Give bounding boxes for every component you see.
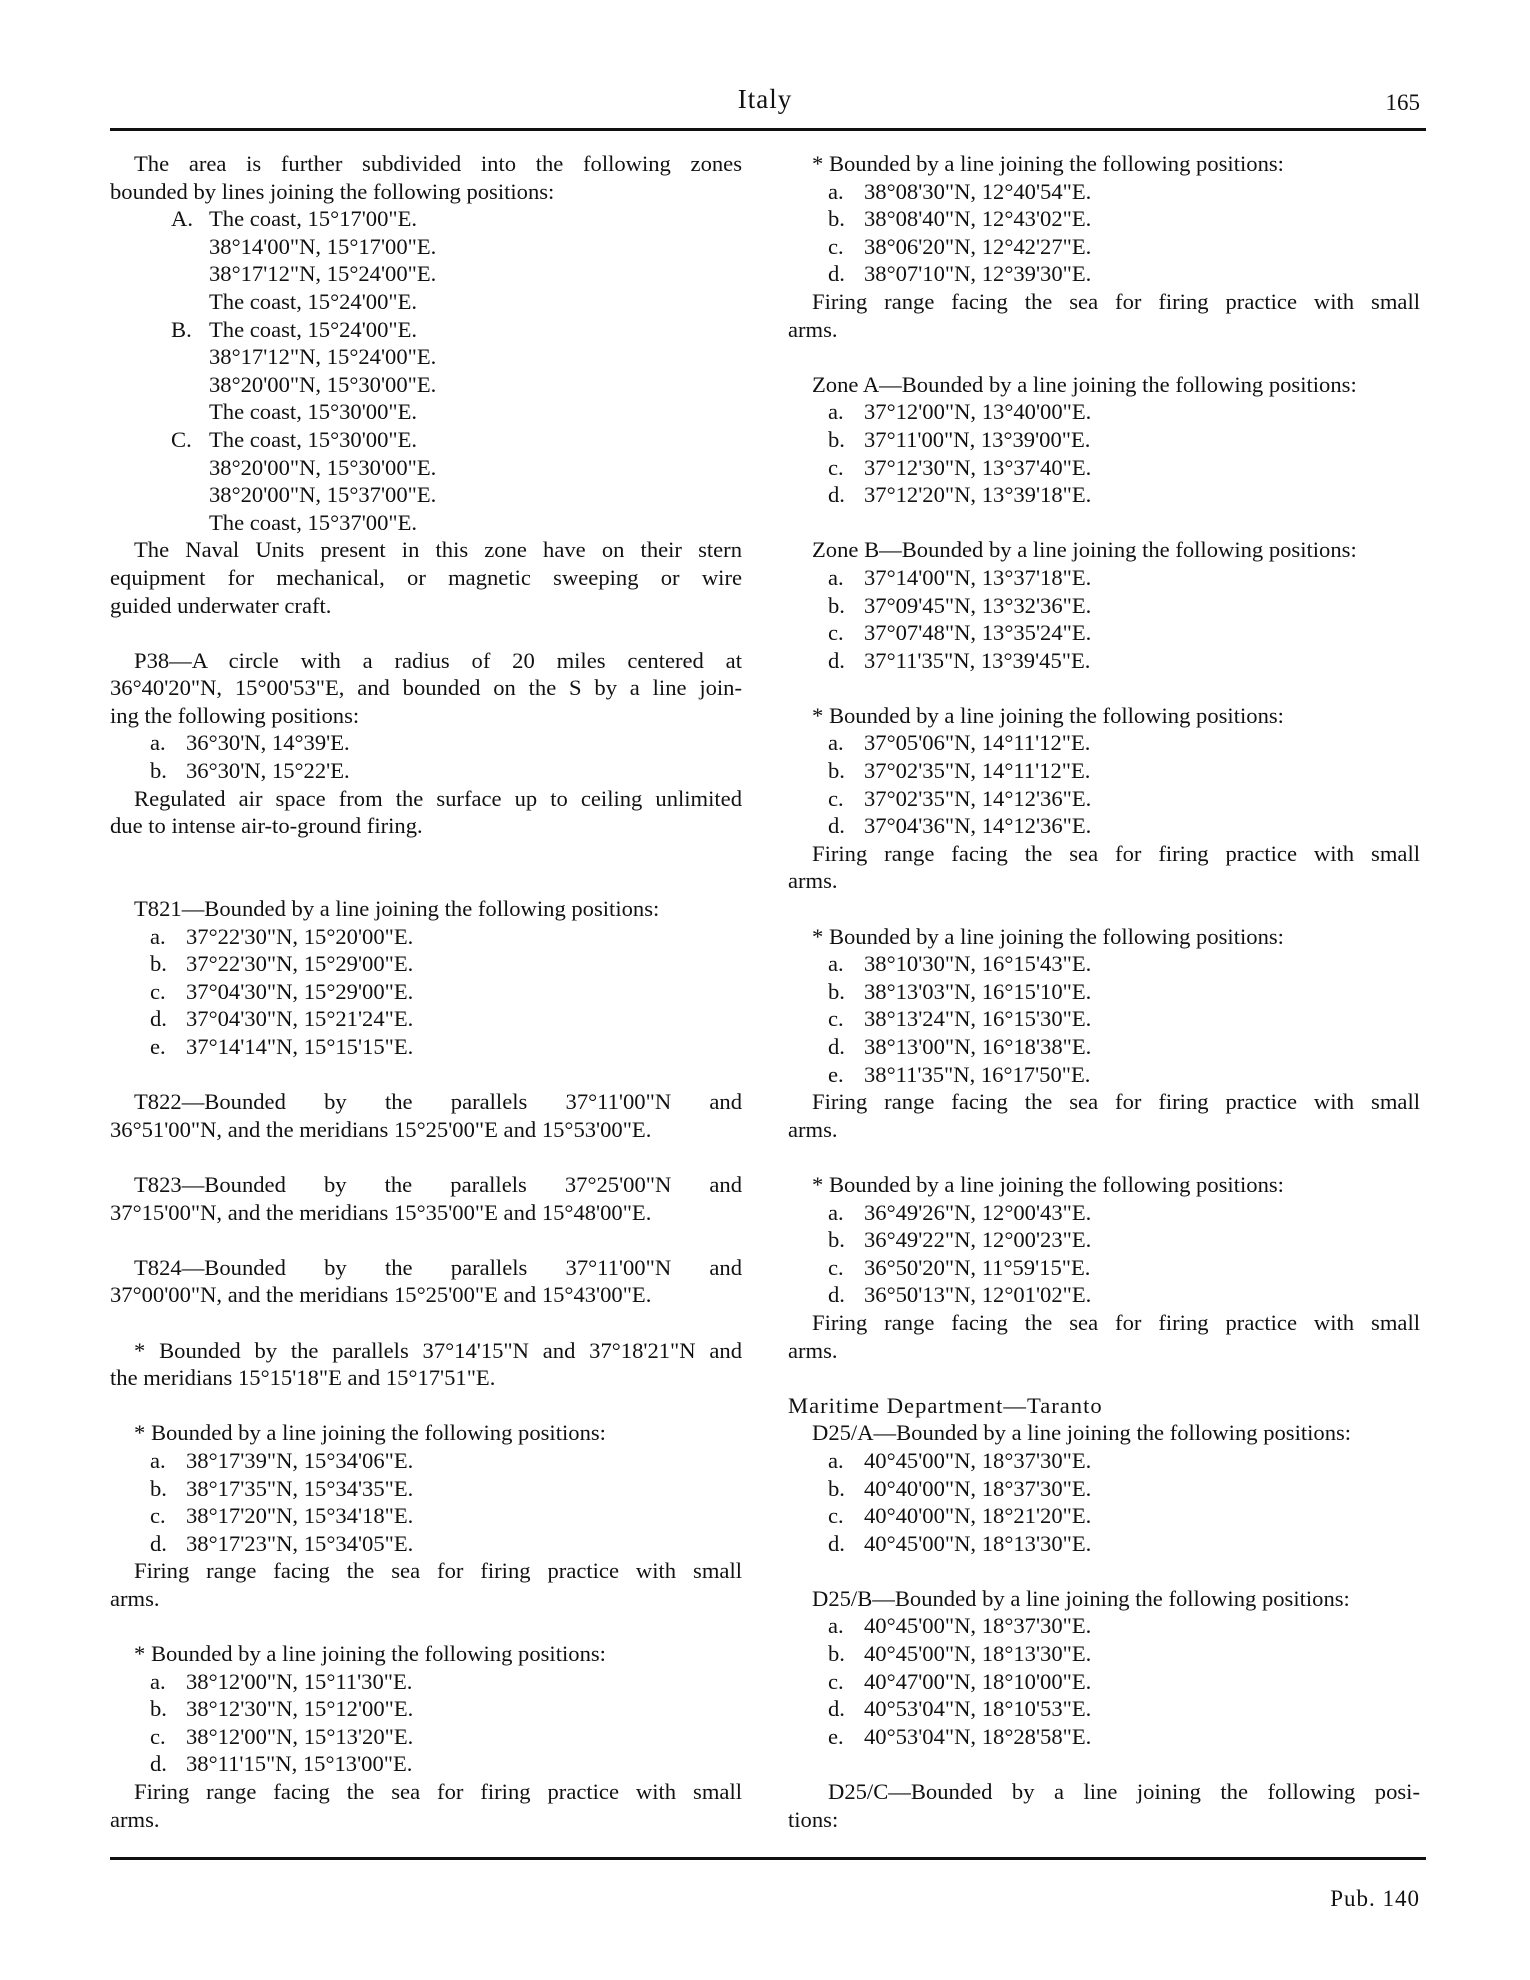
position-item: c. 38°06'20"N, 12°42'27"E.	[828, 233, 1092, 259]
position-item: a. 40°45'00"N, 18°37'30"E.	[828, 1447, 1092, 1473]
position-item: c. 38°17'20"N, 15°34'18"E.	[150, 1503, 414, 1529]
position-item: b. 37°22'30"N, 15°29'00"E.	[150, 951, 414, 977]
position-item: c. 38°13'24"N, 16°15'30"E.	[828, 1006, 1092, 1032]
paragraph-line: * Bounded by the parallels 37°14'15"N and 37°18'21"N and	[134, 1337, 742, 1363]
d25c-line: tions:	[788, 1806, 839, 1832]
position-item: e. 40°53'04"N, 18°28'58"E.	[828, 1723, 1092, 1749]
position-item: b. 38°12'30"N, 15°12'00"E.	[150, 1696, 414, 1722]
d25a-heading: D25/A—Bounded by a line joining the following positions:	[812, 1420, 1352, 1446]
position-item: a. 37°05'06"N, 14°11'12"E.	[828, 730, 1091, 756]
t823-line: T823—Bounded by the parallels 37°25'00"N and	[134, 1171, 742, 1197]
p38-line: ing the following positions:	[110, 702, 360, 728]
left-column	[110, 150, 742, 1833]
zone-b-heading: Zone B—Bounded by a line joining the following positions:	[812, 537, 1357, 563]
position-item: d. 38°11'15"N, 15°13'00"E.	[150, 1751, 413, 1777]
paragraph-line: Firing range facing the sea for firing practice with small	[812, 1089, 1420, 1115]
paragraph-line: arms.	[788, 316, 838, 342]
position-item: b. 38°13'03"N, 16°15'10"E.	[828, 978, 1092, 1004]
position-item: d. 37°12'20"N, 13°39'18"E.	[828, 482, 1092, 508]
position-item: b. 40°45'00"N, 18°13'30"E.	[828, 1641, 1092, 1667]
zone-position: The coast, 15°24'00"E.	[209, 316, 418, 342]
paragraph-line: Firing range facing the sea for firing practice with small	[134, 1558, 742, 1584]
zone-a-heading: Zone A—Bounded by a line joining the following positions:	[812, 371, 1357, 397]
zone-line	[110, 316, 742, 344]
zone-position: The coast, 15°30'00"E.	[209, 426, 418, 452]
section-heading: * Bounded by a line joining the following positions:	[134, 1420, 606, 1446]
position-item: b. 38°08'40"N, 12°43'02"E.	[828, 206, 1092, 232]
p38-line: 36°40'20"N, 15°00'53"E, and bounded on the S by a line join-	[110, 675, 742, 701]
page-number: 165	[1385, 90, 1420, 115]
zone-position: The coast, 15°24'00"E.	[209, 288, 418, 314]
zone-label: B.	[171, 316, 192, 342]
paragraph-line: Firing range facing the sea for firing practice with small	[812, 288, 1420, 314]
paragraph-line: the meridians 15°15'18"E and 15°17'51"E.	[110, 1365, 496, 1391]
paragraph-line: Firing range facing the sea for firing practice with small	[134, 1779, 742, 1805]
position-item: d. 37°04'36"N, 14°12'36"E.	[828, 813, 1092, 839]
position-item: a. 40°45'00"N, 18°37'30"E.	[828, 1613, 1092, 1639]
department-heading: Maritime Department—Taranto	[788, 1392, 1103, 1418]
position-item: e. 37°14'14"N, 15°15'15"E.	[150, 1034, 414, 1059]
section-heading: * Bounded by a line joining the following positions:	[134, 1641, 606, 1667]
page-title: Italy	[737, 84, 793, 114]
position-item: d. 40°53'04"N, 18°10'53"E.	[828, 1696, 1092, 1722]
position-item: a. 37°12'00"N, 13°40'00"E.	[828, 399, 1092, 425]
position-item: c. 37°04'30"N, 15°29'00"E.	[150, 978, 414, 1004]
position-item: c. 37°12'30"N, 13°37'40"E.	[828, 454, 1092, 480]
position-item: c. 37°07'48"N, 13°35'24"E.	[828, 620, 1092, 646]
d25c-line: D25/C—Bounded by a line joining the following posi-	[828, 1779, 1420, 1805]
position-item: c. 37°02'35"N, 14°12'36"E.	[828, 785, 1092, 811]
section-heading: * Bounded by a line joining the following positions:	[812, 702, 1284, 728]
paragraph-line: Firing range facing the sea for firing practice with small	[812, 1309, 1420, 1335]
position-item: d. 37°04'30"N, 15°21'24"E.	[150, 1006, 414, 1032]
zone-position: 38°20'00"N, 15°30'00"E.	[209, 454, 437, 480]
paragraph-line: arms.	[788, 1337, 838, 1363]
paragraph-line: due to intense air-to-ground firing.	[110, 813, 423, 839]
position-item: d. 38°17'23"N, 15°34'05"E.	[150, 1530, 414, 1556]
t821-heading: T821—Bounded by a line joining the following positions:	[134, 896, 660, 922]
zone-position: The coast, 15°17'00"E.	[209, 206, 418, 232]
position-item: b. 37°02'35"N, 14°11'12"E.	[828, 758, 1091, 784]
intro-line: The area is further subdivided into the following zones	[134, 151, 742, 176]
paragraph-line: Regulated air space from the surface up to ceiling unlimited	[134, 785, 742, 811]
paragraph-line: arms.	[110, 1806, 160, 1832]
position-item: c. 40°47'00"N, 18°10'00"E.	[828, 1668, 1092, 1694]
publication-footer: Pub. 140	[1330, 1886, 1420, 1911]
position-item: c. 38°12'00"N, 15°13'20"E.	[150, 1723, 414, 1749]
zone-position: 38°20'00"N, 15°37'00"E.	[209, 482, 437, 508]
paragraph-line: The Naval Units present in this zone have on their stern	[134, 537, 742, 563]
t823-line: 37°15'00"N, and the meridians 15°35'00"E and 15°48'00"E.	[110, 1199, 652, 1225]
position-item: c. 40°40'00"N, 18°21'20"E.	[828, 1503, 1092, 1529]
zone-position: 38°17'12"N, 15°24'00"E.	[209, 344, 437, 370]
position-item: d. 40°45'00"N, 18°13'30"E.	[828, 1530, 1092, 1556]
position-item: b. 37°11'00"N, 13°39'00"E.	[828, 426, 1091, 452]
section-heading: * Bounded by a line joining the following positions:	[812, 151, 1284, 176]
position-item: b. 36°49'22"N, 12°00'23"E.	[828, 1227, 1092, 1253]
position-item: a. 37°14'00"N, 13°37'18"E.	[828, 564, 1092, 590]
position-item: a. 38°10'30"N, 16°15'43"E.	[828, 951, 1092, 977]
zone-line	[110, 205, 742, 233]
paragraph-line: arms.	[788, 1116, 838, 1142]
section-heading: * Bounded by a line joining the following positions:	[812, 1171, 1284, 1197]
t824-line: 37°00'00"N, and the meridians 15°25'00"E and 15°43'00"E.	[110, 1282, 652, 1308]
paragraph-line: Firing range facing the sea for firing practice with small	[812, 840, 1420, 866]
position-item: d. 36°50'13"N, 12°01'02"E.	[828, 1282, 1092, 1308]
position-item: a. 38°17'39"N, 15°34'06"E.	[150, 1447, 414, 1473]
zone-label: C.	[171, 426, 192, 452]
position-item: a. 37°22'30"N, 15°20'00"E.	[150, 923, 414, 949]
t822-line: T822—Bounded by the parallels 37°11'00"N and	[134, 1089, 742, 1115]
paragraph-line: arms.	[788, 868, 838, 894]
t824-line: T824—Bounded by the parallels 37°11'00"N and	[134, 1254, 742, 1280]
header-rule	[110, 128, 1426, 131]
zone-label: A.	[171, 206, 193, 232]
position-item: b. 40°40'00"N, 18°37'30"E.	[828, 1475, 1092, 1501]
position-item: e. 38°11'35"N, 16°17'50"E.	[828, 1061, 1091, 1087]
zone-line	[110, 426, 742, 454]
zone-position: The coast, 15°30'00"E.	[209, 399, 418, 425]
position-item: d. 38°13'00"N, 16°18'38"E.	[828, 1034, 1092, 1059]
footer-rule	[110, 1857, 1426, 1860]
position-item: b. 37°09'45"N, 13°32'36"E.	[828, 592, 1092, 618]
right-column	[788, 150, 1420, 1833]
paragraph-line: arms.	[110, 1585, 160, 1611]
position-item: a. 36°49'26"N, 12°00'43"E.	[828, 1199, 1092, 1225]
position-item: d. 38°07'10"N, 12°39'30"E.	[828, 261, 1092, 287]
position-item: d. 37°11'35"N, 13°39'45"E.	[828, 647, 1091, 673]
position-item: a. 38°12'00"N, 15°11'30"E.	[150, 1668, 413, 1694]
intro-line: bounded by lines joining the following positions:	[110, 178, 555, 204]
d25b-heading: D25/B—Bounded by a line joining the following positions:	[812, 1585, 1350, 1611]
position-item: a. 36°30'N, 14°39'E.	[150, 730, 350, 756]
position-item: c. 36°50'20"N, 11°59'15"E.	[828, 1254, 1091, 1280]
zone-position: The coast, 15°37'00"E.	[209, 509, 418, 535]
p38-line: P38—A circle with a radius of 20 miles centered at	[134, 647, 742, 673]
paragraph-line: guided underwater craft.	[110, 592, 332, 618]
section-heading: * Bounded by a line joining the following positions:	[812, 923, 1284, 949]
paragraph-line: equipment for mechanical, or magnetic sweeping or wire	[110, 564, 742, 590]
position-item: b. 36°30'N, 15°22'E.	[150, 758, 350, 784]
position-item: a. 38°08'30"N, 12°40'54"E.	[828, 178, 1092, 204]
t822-line: 36°51'00"N, and the meridians 15°25'00"E and 15°53'00"E.	[110, 1116, 652, 1142]
zone-position: 38°14'00"N, 15°17'00"E.	[209, 233, 437, 259]
zone-position: 38°20'00"N, 15°30'00"E.	[209, 371, 437, 397]
position-item: b. 38°17'35"N, 15°34'35"E.	[150, 1475, 414, 1501]
zone-position: 38°17'12"N, 15°24'00"E.	[209, 261, 437, 287]
